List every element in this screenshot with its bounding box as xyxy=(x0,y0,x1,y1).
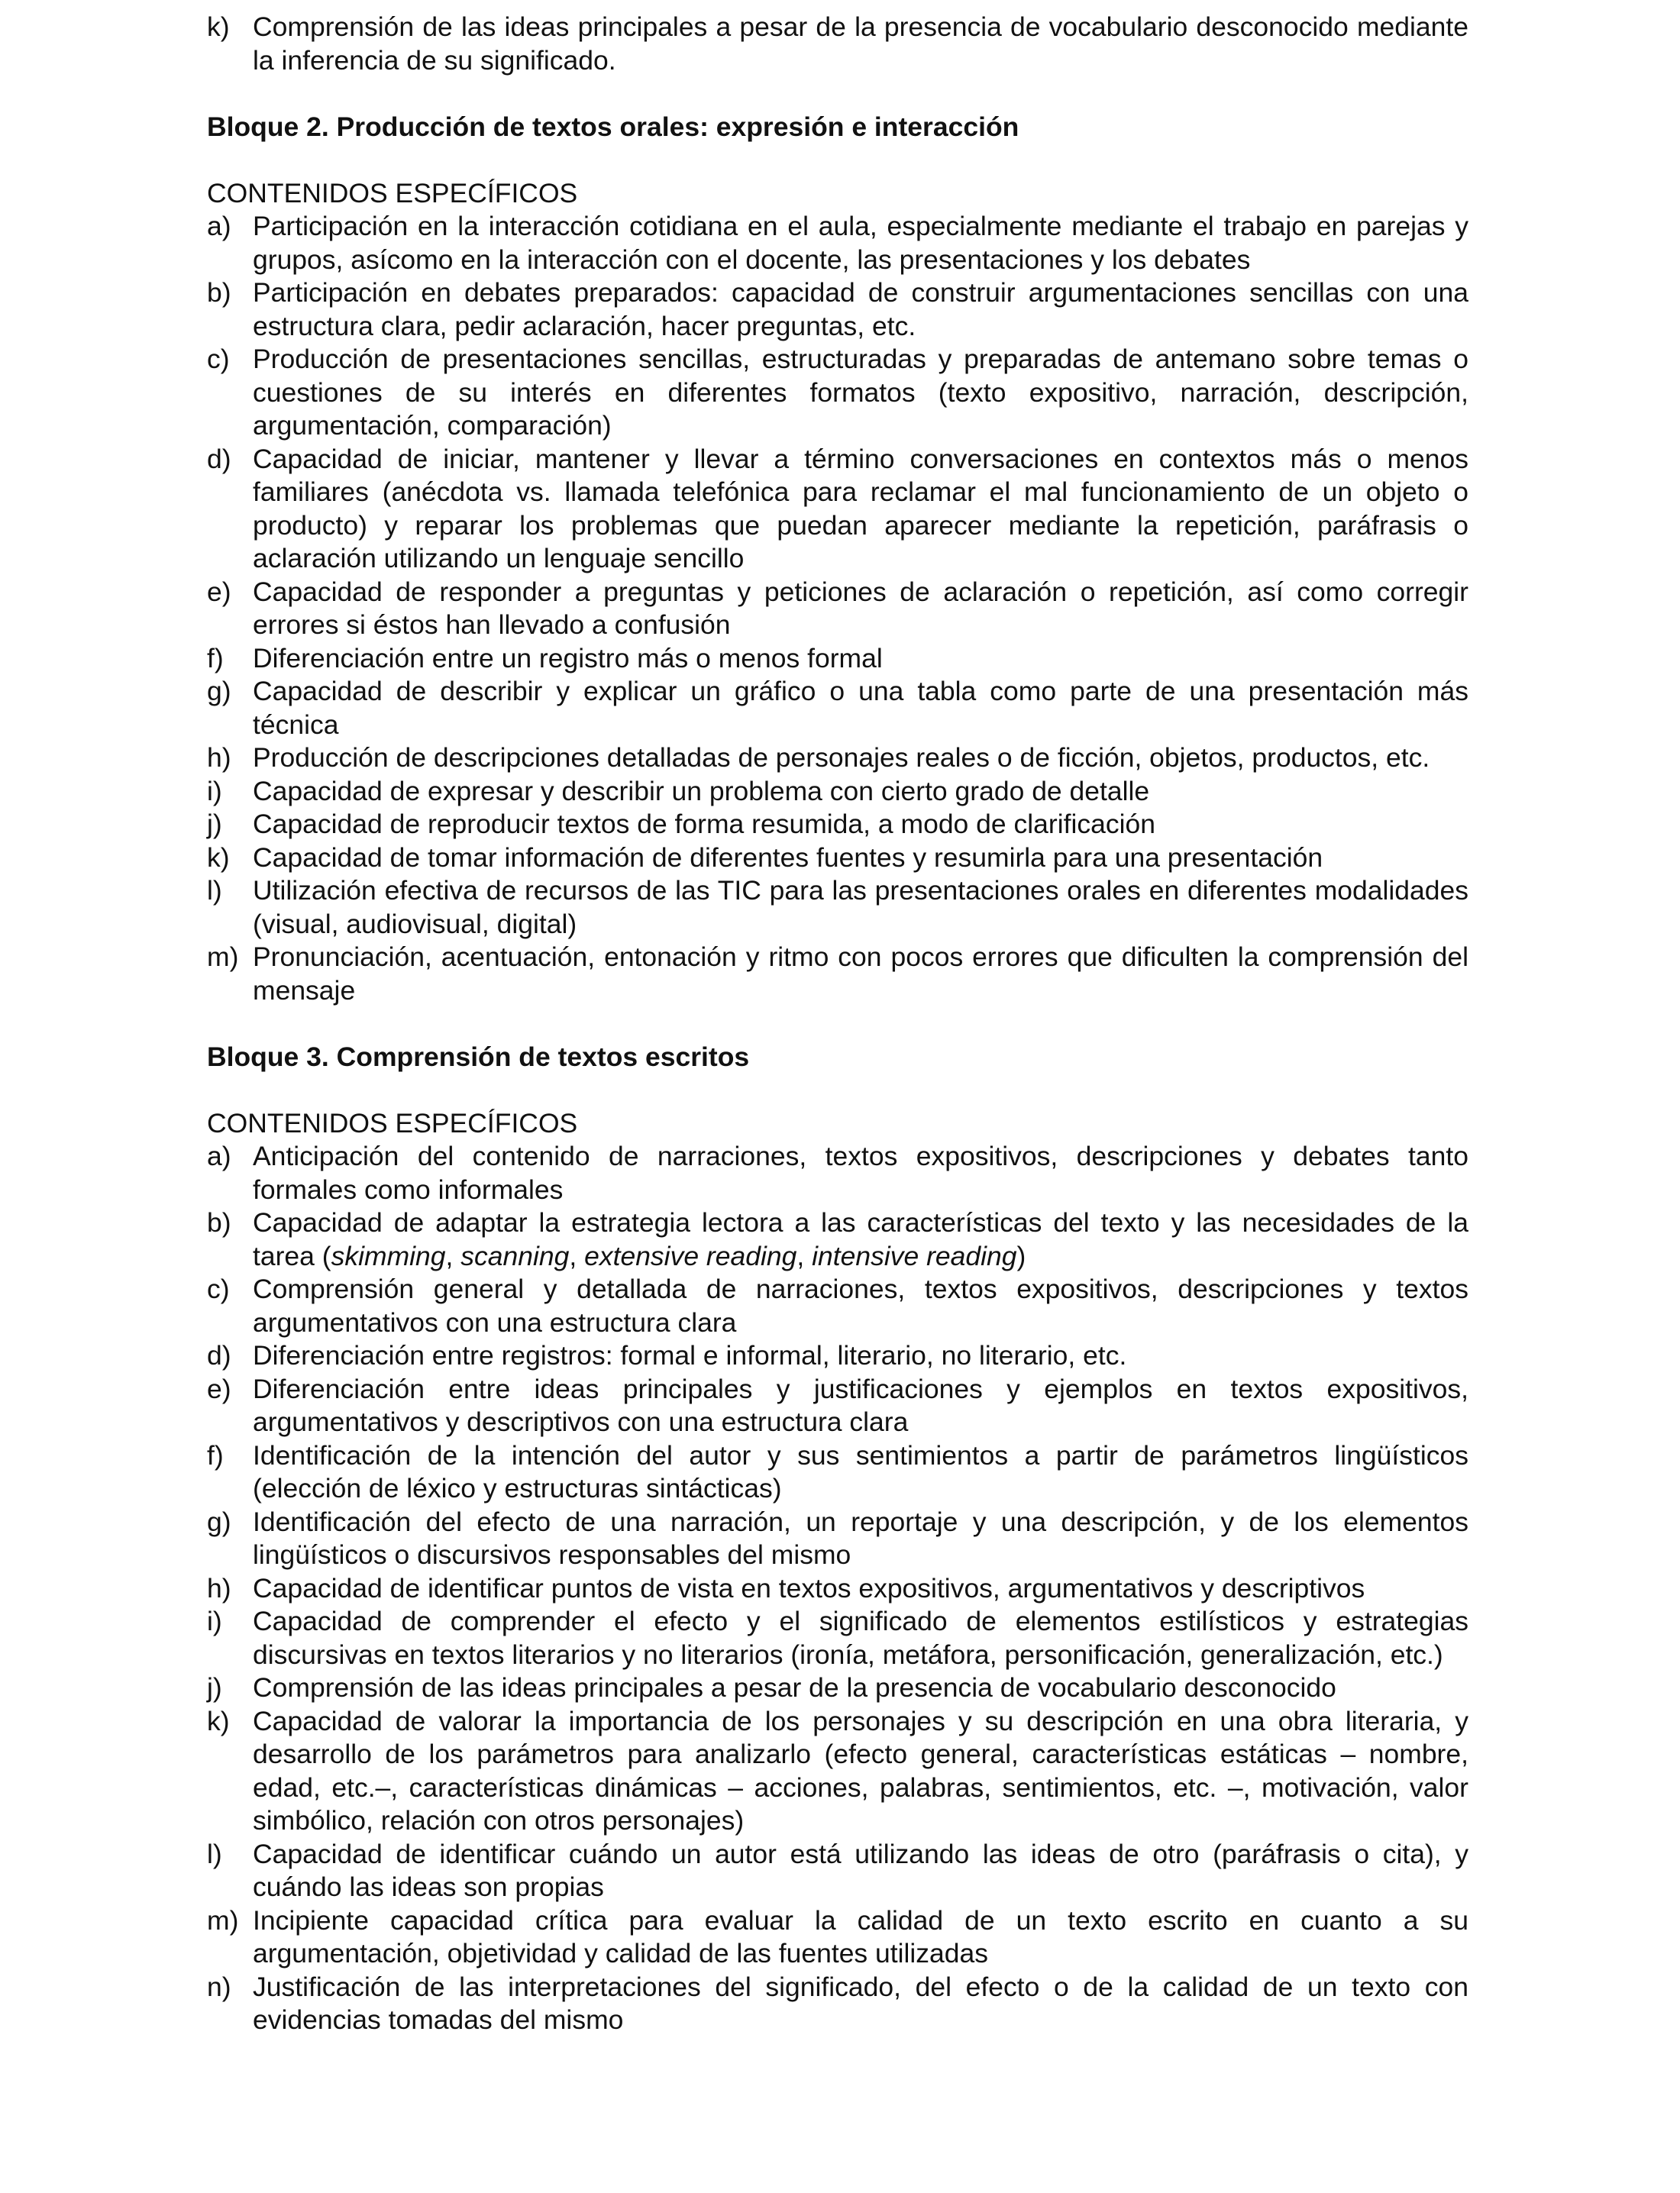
item-marker: k) xyxy=(207,841,230,873)
list-item xyxy=(207,343,1468,443)
item-text-start: Capacidad de adaptar la estrategia lectora a las características del texto y las necesidades de la tarea ( xyxy=(253,1207,1468,1271)
item-marker: k) xyxy=(207,1705,230,1736)
bloque-3-list xyxy=(207,1140,1468,2037)
item-marker: a) xyxy=(207,1141,231,1171)
document-content xyxy=(207,11,1468,2037)
item-text: Comprensión de las ideas principales a pesar de la presencia de vocabulario desconocido mediante la inferencia de su significado. xyxy=(253,11,1468,76)
item-text: Capacidad de comprender el efecto y el significado de elementos estilísticos y estrategias discursivas en textos literarios y no literarios (ironía, metáfora, personificación, generalización, etc.) xyxy=(253,1606,1468,1670)
list-item xyxy=(207,642,1468,676)
list-item xyxy=(207,1206,1468,1273)
item-marker: i) xyxy=(207,775,222,806)
list-item xyxy=(207,1273,1468,1339)
list-item xyxy=(207,775,1468,809)
list-item xyxy=(207,1971,1468,2037)
italic-term: intensive reading xyxy=(812,1240,1017,1271)
item-marker: e) xyxy=(207,576,231,607)
section-heading-bloque-2: Bloque 2. Producción de textos orales: expresión e interacción xyxy=(207,111,1019,142)
item-marker: h) xyxy=(207,1572,231,1604)
list-item xyxy=(207,1506,1468,1572)
list-item xyxy=(207,1671,1468,1705)
list-item xyxy=(207,741,1468,775)
item-text: Capacidad de tomar información de diferentes fuentes y resumirla para una presentación xyxy=(253,841,1323,873)
item-text: Participación en debates preparados: capacidad de construir argumentaciones sencillas con una estructura clara, pedir aclaración, hacer preguntas, etc. xyxy=(253,277,1468,341)
list-item xyxy=(207,210,1468,276)
list-item xyxy=(207,675,1468,741)
list-item xyxy=(207,1140,1468,1206)
bloque-2-list xyxy=(207,210,1468,1007)
list-item xyxy=(207,1705,1468,1838)
item-marker: b) xyxy=(207,277,231,308)
item-marker: c) xyxy=(207,344,230,374)
list-item xyxy=(207,1904,1468,1971)
item-text: Identificación del efecto de una narración, un reportaje y una descripción, y de los elementos lingüísticos o discursivos responsables del mismo xyxy=(253,1506,1468,1570)
item-marker: m) xyxy=(207,941,239,972)
item-text: Capacidad de identificar puntos de vista en textos expositivos, argumentativos y descriptivos xyxy=(253,1572,1365,1604)
item-marker: n) xyxy=(207,1971,231,2002)
item-marker: l) xyxy=(207,1838,222,1869)
item-marker: b) xyxy=(207,1207,231,1238)
item-text: Anticipación del contenido de narraciones, textos expositivos, descripciones y debates tanto formales como informales xyxy=(253,1141,1468,1205)
list-item xyxy=(207,1339,1468,1373)
list-item xyxy=(207,1439,1468,1506)
item-marker: i) xyxy=(207,1606,222,1636)
italic-term: extensive reading xyxy=(584,1240,797,1271)
item-text: Producción de presentaciones sencillas, estructuradas y preparadas de antemano sobre temas o cuestiones de su interés en diferentes formatos (texto expositivo, narración, descripción, argumentación, comparación) xyxy=(253,344,1468,441)
item-text: Incipiente capacidad crítica para evaluar la calidad de un texto escrito en cuanto a su argumentación, objetividad y calidad de las fuentes utilizadas xyxy=(253,1904,1468,1969)
list-item xyxy=(207,443,1468,576)
item-text: Diferenciación entre un registro más o menos formal xyxy=(253,642,883,673)
item-text: Comprensión de las ideas principales a pesar de la presencia de vocabulario desconocido xyxy=(253,1672,1336,1703)
item-text: Utilización efectiva de recursos de las TIC para las presentaciones orales en diferentes modalidades (visual, audiovisual, digital) xyxy=(253,875,1468,939)
item-marker: f) xyxy=(207,642,224,673)
item-text: Producción de descripciones detalladas de personajes reales o de ficción, objetos, productos, etc. xyxy=(253,742,1430,773)
section-heading-bloque-3: Bloque 3. Comprensión de textos escritos xyxy=(207,1041,750,1072)
item-text: Capacidad de expresar y describir un problema con cierto grado de detalle xyxy=(253,775,1150,806)
item-marker: j) xyxy=(207,809,222,839)
list-item xyxy=(207,1572,1468,1606)
section-subheading-contenidos: CONTENIDOS ESPECÍFICOS xyxy=(207,1107,578,1138)
item-text xyxy=(253,1207,1468,1271)
item-text: Comprensión general y detallada de narraciones, textos expositivos, descripciones y textos argumentativos con una estructura clara xyxy=(253,1274,1468,1338)
item-text: Justificación de las interpretaciones del significado, del efecto o de la calidad de un texto con evidencias tomadas del mismo xyxy=(253,1971,1468,2035)
list-item xyxy=(207,1605,1468,1671)
italic-term: skimming xyxy=(331,1240,446,1271)
list-item xyxy=(207,276,1468,343)
item-text: Capacidad de describir y explicar un gráfico o una tabla como parte de una presentación más técnica xyxy=(253,676,1468,740)
item-text: Capacidad de identificar cuándo un autor está utilizando las ideas de otro (paráfrasis o cita), y cuándo las ideas son propias xyxy=(253,1838,1468,1902)
intro-list xyxy=(207,11,1468,77)
item-marker: d) xyxy=(207,443,231,474)
list-item xyxy=(207,11,1468,77)
list-item xyxy=(207,874,1468,941)
list-item xyxy=(207,1838,1468,1904)
item-text: Participación en la interacción cotidiana en el aula, especialmente mediante el trabajo en parejas y grupos, asícomo en la interacción con el docente, las presentaciones y los debates xyxy=(253,211,1468,275)
item-marker: c) xyxy=(207,1274,230,1304)
item-text: Capacidad de responder a preguntas y peticiones de aclaración o repetición, así como corregir errores si éstos han llevado a confusión xyxy=(253,576,1468,640)
item-marker: j) xyxy=(207,1672,222,1703)
item-marker: h) xyxy=(207,742,231,773)
item-marker: e) xyxy=(207,1373,231,1404)
separator: , xyxy=(569,1240,585,1271)
italic-term: scanning xyxy=(460,1240,570,1271)
item-text: Pronunciación, acentuación, entonación y ritmo con pocos errores que dificulten la comprensión del mensaje xyxy=(253,941,1468,1006)
item-text-end: ) xyxy=(1016,1240,1026,1271)
list-item xyxy=(207,576,1468,642)
list-item xyxy=(207,1373,1468,1439)
item-text: Capacidad de valorar la importancia de los personajes y su descripción en una obra literaria, y desarrollo de los parámetros para analizarlo (efecto general, características estáticas – nombre, edad, etc.–, características dinámicas – acciones, palabras, sentimientos, etc. –, motivación, valor simbólico, relación con otros personajes) xyxy=(253,1705,1468,1836)
item-text: Capacidad de iniciar, mantener y llevar a término conversaciones en contextos más o menos familiares (anécdota vs. llamada telefónica para reclamar el mal funcionamiento de un objeto o producto) y reparar los problemas que puedan aparecer mediante la repetición, paráfrasis o aclaración utilizando un lenguaje sencillo xyxy=(253,443,1468,573)
item-text: Diferenciación entre ideas principales y justificaciones y ejemplos en textos expositivos, argumentativos y descriptivos con una estructura clara xyxy=(253,1373,1468,1437)
item-marker: k) xyxy=(207,11,230,42)
item-text: Capacidad de reproducir textos de forma resumida, a modo de clarificación xyxy=(253,809,1155,839)
list-item xyxy=(207,941,1468,1007)
separator: , xyxy=(445,1240,461,1271)
item-marker: m) xyxy=(207,1904,239,1936)
list-item xyxy=(207,808,1468,841)
list-item xyxy=(207,841,1468,875)
item-marker: g) xyxy=(207,676,231,706)
item-marker: a) xyxy=(207,211,231,241)
item-marker: f) xyxy=(207,1439,224,1471)
item-marker: g) xyxy=(207,1506,231,1537)
section-subheading-contenidos: CONTENIDOS ESPECÍFICOS xyxy=(207,177,578,208)
item-marker: d) xyxy=(207,1340,231,1371)
item-text: Diferenciación entre registros: formal e informal, literario, no literario, etc. xyxy=(253,1340,1127,1371)
item-text: Identificación de la intención del autor y sus sentimientos a partir de parámetros lingüísticos (elección de léxico y estructuras sintácticas) xyxy=(253,1439,1468,1503)
item-marker: l) xyxy=(207,875,222,906)
separator: , xyxy=(796,1240,813,1271)
